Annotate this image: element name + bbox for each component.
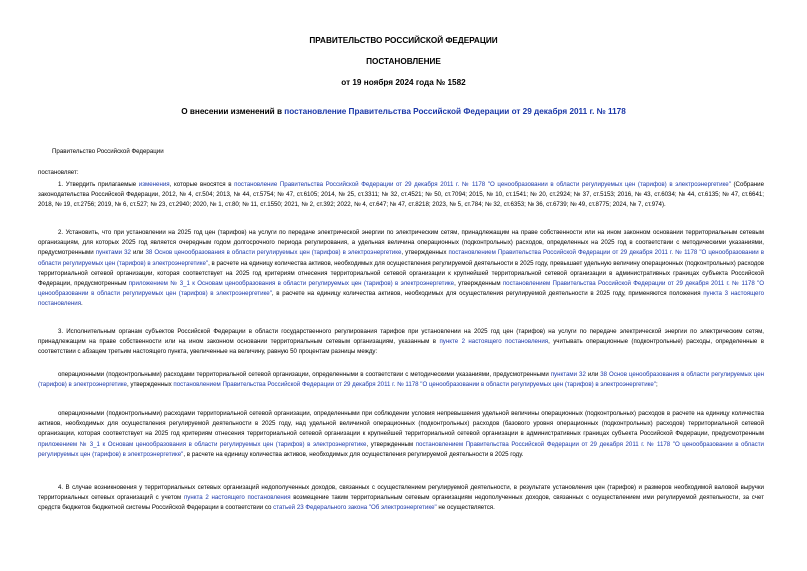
paragraph-3-clause-2 — [38, 409, 764, 460]
p3-2-text-b: , утвержденным — [366, 440, 416, 448]
p3-1-link-item-38[interactable]: 38 Основ ценообразования в области регулируемых цен (тарифов) в электроэнергетике — [38, 371, 765, 389]
p3-2-text-a: операционными (подконтрольными) расходами территориальной сетевой организации, определенными при соблюдении условия непревышения удельной величины операционных (подконтрольных) расходов в расчете на единицу количества активов, необходимых для осуществления регулируемой деятельности в 2025 году, над удельной величиной операционных (подконтрольных) расходов (базового уровня операционных (подконтрольных) расходов) территориальной сетевой организации, которая соответствует на 2025 год критериям отнесения территориальной сетевой организации к крупнейшей территориальной сетевой организации в административных границах субъекта Российской Федерации, предусмотренным — [38, 410, 764, 438]
decides-text: постановляет: — [38, 169, 79, 176]
subject-prefix: О внесении изменений в — [181, 107, 285, 116]
p2-text-d: , в расчете на единицу количества активов, необходимых для осуществления регулируемой деятельности в 2025 году, превышает удельную величину операционных (подконтрольных) расходов территориальной сетевой организации, которая соответствует на 2025 год критериям отнесения территориальной сетевой организации к крупнейшей территориальной сетевой организации в административных границах субъекта Российской Федерации, предусмотренным — [38, 259, 764, 288]
p2-link-appendix-3-1[interactable]: приложением № 3_1 к Основам ценообразования в области регулируемых цен (тарифов) в электроэнергетике — [128, 280, 455, 288]
p1-text-b: , которые вносятся в — [169, 181, 235, 188]
paragraph-2 — [38, 228, 764, 310]
p2-text-c: , утвержденных — [401, 249, 449, 257]
p3-2-link-appendix-3-1[interactable]: приложением № 3_1 к Основам ценообразования в области регулируемых цен (тарифов) в электроэнергетике — [38, 440, 367, 448]
p2-link-item-3[interactable]: пункта 3 настоящего постановления — [38, 290, 764, 308]
p4-text-b: возмещение таким территориальным сетевым организациям недополученных доходов, связанных с осуществлением ими регулируемой деятельности, за счет средств бюджетов бюджетной системы Российской Федерации в соответствии со — [38, 494, 765, 512]
p2-text-a: 2. Установить, что при установлении на 2025 год цен (тарифов) на услуги по передаче электрической энергии по электрическим сетям, принадлежащим на праве собственности или на ином законном основании территориальным сетевым организациям, для которых 2025 год является очередным годом долгосрочного периода регулирования, а удельная величина операционных (подконтрольных) расходов, определенных на 2025 год в соответствии с методическими указаниями, предусмотренными — [38, 229, 764, 257]
p3-1-link-decree-1178[interactable]: постановлением Правительства Российской Федерации от 29 декабря 2011 г. № 1178 "О ценообразовании в области регулируемых цен (тарифов) в электроэнергетике" — [173, 381, 656, 389]
p2-text-e: , утвержденным — [454, 280, 503, 288]
document-subject — [0, 107, 807, 116]
p4-link-item-2[interactable]: пункта 2 настоящего постановления — [183, 494, 291, 502]
p3-1-link-item-32[interactable]: пунктами 32 — [550, 371, 586, 378]
document-type: ПОСТАНОВЛЕНИЕ — [366, 57, 441, 66]
p2-link-item-32[interactable]: пунктами 32 — [95, 249, 131, 257]
p2-link-decree-1178-b[interactable]: постановлением Правительства Российской Федерации от 29 декабря 2011 г. № 1178 "О ценообразовании в области регулируемых цен (тарифов) в электроэнергетике" — [38, 280, 765, 298]
p4-text-c: не осуществляется. — [436, 504, 495, 512]
p1-text-a: 1. Утвердить прилагаемые — [58, 181, 139, 188]
paragraph-1 — [38, 180, 764, 211]
subject-link[interactable]: постановление Правительства Российской Федерации от 29 декабря 2011 г. № 1178 — [284, 107, 626, 116]
p3-2-text-c: , в расчете на единицу количества активов, необходимых для осуществления регулируемой деятельности в 2025 году. — [183, 450, 524, 458]
document-date-number: от 19 ноября 2024 года № 1582 — [341, 78, 466, 87]
issuer-text: Правительство Российской Федерации — [52, 148, 164, 155]
p3-1-text-d: ; — [655, 381, 658, 389]
p4-link-article-23[interactable]: статьей 23 Федерального закона "Об электроэнергетике" — [273, 504, 437, 512]
p2-text-g: . — [81, 300, 83, 308]
p3-text-a: 3. Исполнительным органам субъектов Российской Федерации в области государственного регулирования тарифов при установлении на 2025 год цен (тарифов) на услуги по передаче электрической энергии по электрическим сетям, принадлежащим на праве собственности или на ином законном основании территориальным сетевым организациям, указанным в — [38, 328, 764, 346]
paragraph-3-clause-1 — [38, 370, 764, 390]
p3-1-text-a: операционными (подконтрольными) расходами территориальной сетевой организации, определенными в соответствии с методическими указаниями, предусмотренными — [58, 371, 551, 378]
p2-link-item-38[interactable]: 38 Основ ценообразования в области регулируемых цен (тарифов) в электроэнергетике — [145, 249, 402, 257]
p1-link-changes[interactable]: изменения — [138, 181, 170, 188]
p3-text-b: , учитывать операционные (подконтрольные) расходы, определенные в соответствии с абзацем третьим настоящего пункта, увеличенные на величину, равную 50 процентам разницы между: — [38, 338, 764, 356]
p2-text-b: или — [130, 249, 146, 257]
p3-link-item-2[interactable]: пункте 2 настоящего постановления — [439, 338, 549, 346]
p1-link-decree-1178[interactable]: постановление Правительства Российской Федерации от 29 декабря 2011 г. № 1178 "О ценообразовании в области регулируемых цен (тарифов) в электроэнергетике" — [234, 181, 731, 188]
p1-text-c: (Собрание законодательства Российской Федерации, 2012, № 4, ст.504; 2013, № 44, ст.5754; № 47, ст.6105; 2014, № 25, ст.3311; № 32, ст.4521; № 50, ст.7094; 2015, № 10, ст.1541; № 20, ст.2924; № 37, ст.5153; 2016, № 43, ст.6034; № 44, ст.6135; № 47, ст.6641; 2018, № 19, ст.2756; 2019, № 6, ст.527; № 23, ст.2940; 2020, № 1, ст.80; № 11, ст.1550; 2021, № 2, ст.392; 2022, № 4, ст.647; № 47, ст.8218; 2023, № 5, ст.784; № 32, ст.6353; № 36, ст.6739; № 49, ст.8775; 2024, № 7, ст.974). — [38, 181, 764, 209]
p3-1-text-c: , утвержденных — [126, 381, 174, 389]
p2-link-decree-1178[interactable]: постановлением Правительства Российской Федерации от 29 декабря 2011 г. № 1178 "О ценообразовании в области регулируемых цен (тарифов) в электроэнергетике" — [38, 249, 765, 267]
government-name: ПРАВИТЕЛЬСТВО РОССИЙСКОЙ ФЕДЕРАЦИИ — [309, 36, 498, 45]
paragraph-3 — [38, 327, 764, 358]
p4-text-a: 4. В случае возникновения у территориальных сетевых организаций недополученных доходов, связанных с осуществлением регулируемой деятельности, в результате установления цен (тарифов) и размеров необходимой валовой выручки территориальных сетевых организаций с учетом — [38, 484, 764, 502]
paragraph-4 — [38, 483, 764, 514]
p2-text-f: , в расчете на единицу количества активов, необходимых для осуществления регулируемой деятельности в 2025 году, применяются положения — [271, 290, 704, 298]
p3-1-text-b: или — [585, 371, 601, 378]
p3-2-link-decree-1178[interactable]: постановлением Правительства Российской Федерации от 29 декабря 2011 г. № 1178 "О ценообразовании в области регулируемых цен (тарифов) в электроэнергетике" — [38, 440, 764, 458]
